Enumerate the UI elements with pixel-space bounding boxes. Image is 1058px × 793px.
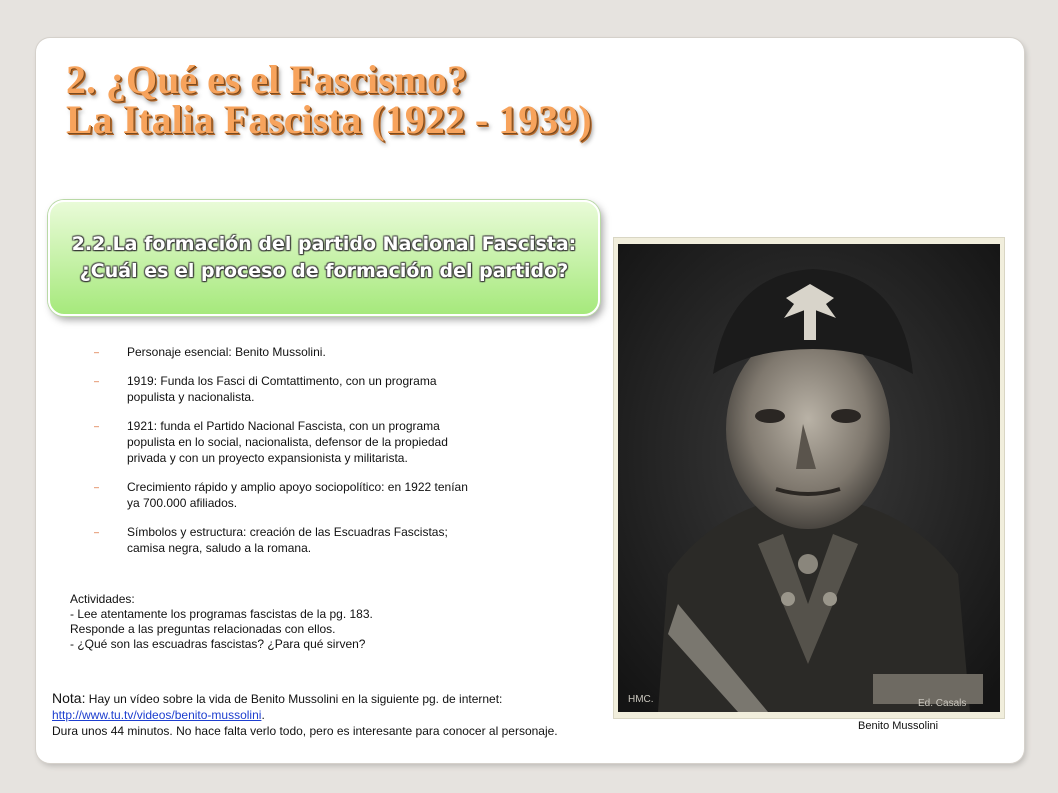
photo-credit-right: Ed. Casals [918,698,967,709]
bullet-item [92,524,477,556]
slide-title [66,57,592,142]
bullet-item [92,344,477,360]
photo-caption: Benito Mussolini [858,720,939,732]
bullet-item [92,418,477,466]
bullet-marker: – [94,347,100,357]
mussolini-photo-frame [614,238,1004,718]
note-duration: Dura unos 44 minutos. No hace falta verlo todo, pero es interesante para conocer al personaje. [52,724,558,738]
bullet-text: Personaje esencial: Benito Mussolini. [127,345,326,359]
bullet-item [92,373,477,405]
bullet-text: 1921: funda el Partido Nacional Fascista, con un programa populista en lo social, nacionalista, defensor de la propiedad privada y con un proyecto expansionista y militarista. [127,419,448,465]
activities-block [70,592,373,652]
video-link[interactable]: http://www.tu.tv/videos/benito-mussolini [52,708,262,722]
activities-heading: Actividades: [70,592,135,606]
section-heading-line-1: 2.2.La formación del partido Nacional Fascista: [71,233,577,255]
bullet-marker: – [94,376,100,386]
slide [36,38,1024,763]
note-label: Nota: [52,690,86,706]
note-link-period: . [261,708,265,722]
activities-line: - Lee atentamente los programas fascistas de la pg. 183. [70,607,373,621]
note-block [52,690,558,739]
note-text: Hay un vídeo sobre la vida de Benito Mussolini en la siguiente pg. de internet: [85,692,503,706]
title-line-1: 2. ¿Qué es el Fascismo? [66,57,468,102]
photo-credit-left: HMC. [628,694,654,705]
section-heading-box [48,200,600,316]
bullet-marker: – [94,482,100,492]
activities-line: - ¿Qué son las escuadras fascistas? ¿Para qué sirven? [70,637,366,651]
bullet-item [92,479,477,511]
title-line-2: La Italia Fascista (1922 - 1939) [66,97,592,142]
mussolini-photo [618,244,1000,712]
bullet-text: Símbolos y estructura: creación de las Escuadras Fascistas; camisa negra, saludo a la romana. [127,525,448,555]
bullet-list [92,344,477,569]
activities-line: Responde a las preguntas relacionadas con ellos. [70,622,336,636]
bullet-text: Crecimiento rápido y amplio apoyo sociopolítico: en 1922 tenían ya 700.000 afiliados. [127,480,468,510]
bullet-marker: – [94,527,100,537]
bullet-marker: – [94,421,100,431]
bullet-text: 1919: Funda los Fasci di Comtattimento, con un programa populista y nacionalista. [127,374,437,404]
section-heading-line-2: ¿Cuál es el proceso de formación del partido? [79,260,569,282]
